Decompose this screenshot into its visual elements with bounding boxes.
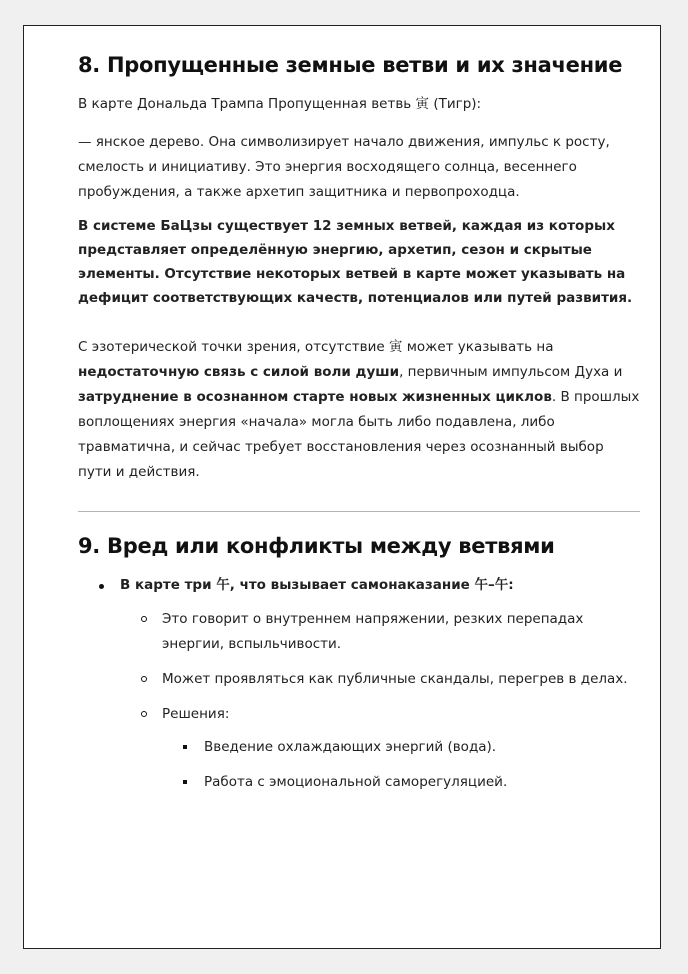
sub-item-text: Решения: [162, 706, 230, 723]
paragraph-3-bold-1: недостаточную связь с силой воли души [78, 364, 400, 381]
bullet-circle-icon [141, 676, 147, 682]
section-8-paragraph-1: — янское дерево. Она символизирует начало движения, импульс к росту, смелость и инициативу. Это энергия восходящего солнца, весеннего пробуждения, а также архетип защитника и первопроходца. [78, 134, 610, 201]
solution-text: Работа с эмоциональной саморегуляцией. [204, 774, 508, 791]
list-item [162, 770, 640, 795]
section-8-heading: 8. Пропущенные земные ветви и их значение [78, 53, 623, 77]
list-item [120, 607, 640, 657]
bullet-square-icon [183, 745, 187, 749]
paragraph-3-text-1: С эзотерической точки зрения, отсутствие 寅 может указывать на [78, 339, 554, 356]
section-8-paragraph-3 [78, 335, 640, 485]
bullet-square-icon [183, 780, 187, 784]
bullet-circle-icon [141, 616, 147, 622]
document-content [78, 53, 640, 805]
section-9-heading: 9. Вред или конфликты между ветвями [78, 534, 555, 559]
section-8-intro: В карте Дональда Трампа Пропущенная ветвь 寅 (Тигр): [78, 96, 482, 113]
paragraph-3-text-2: , первичным импульсом Духа и [399, 364, 623, 381]
bullet-text: В карте три 午, что вызывает самонаказание 午–午: [120, 577, 514, 594]
document-page [23, 25, 661, 949]
bullet-circle-icon [141, 711, 147, 717]
sub-list [120, 607, 640, 795]
section-9-list [78, 573, 640, 795]
sub-item-text: Это говорит о внутреннем напряжении, резких перепадах энергии, вспыльчивости. [162, 611, 584, 653]
list-item [120, 667, 640, 692]
list-item [120, 702, 640, 795]
paragraph-3-text-3: . В прошлых воплощениях энергия «начала» могла быть либо подавлена, либо травматична, и сейчас требует восстановления через осознанный выбор пути и действия. [78, 389, 640, 481]
section-8-paragraph-2: В системе БаЦзы существует 12 земных ветвей, каждая из которых представляет определённую энергию, архетип, сезон и скрытые элементы. Отсутствие некоторых ветвей в карте может указывать на дефицит соответствующих качеств, потенциалов или путей развития. [78, 218, 633, 307]
sub-item-text: Может проявляться как публичные скандалы, перегрев в делах. [162, 671, 628, 688]
solutions-list [162, 735, 640, 795]
bullet-disc-icon [99, 584, 104, 589]
paragraph-3-bold-2: затруднение в осознанном старте новых жизненных циклов [78, 389, 552, 406]
list-item [162, 735, 640, 760]
solution-text: Введение охлаждающих энергий (вода). [204, 739, 497, 756]
list-item [78, 573, 640, 795]
section-divider [78, 511, 640, 512]
